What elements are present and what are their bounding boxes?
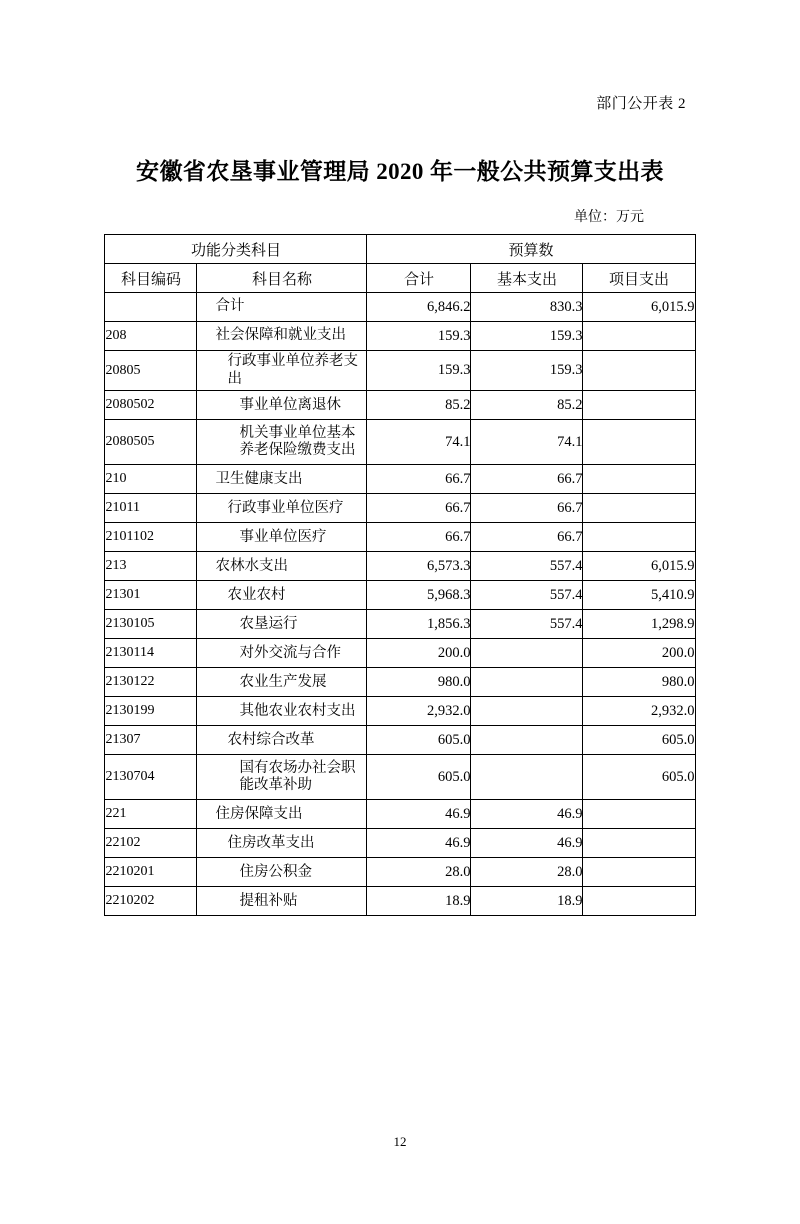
table-row xyxy=(105,581,695,610)
table-row xyxy=(105,420,695,465)
cell-project: 5,410.9 xyxy=(583,581,695,610)
subject-name-text: 提租补贴 xyxy=(239,892,298,909)
cell-subject-name xyxy=(197,552,367,581)
cell-subject-name xyxy=(197,391,367,420)
table-column-header-row xyxy=(105,264,695,293)
table-row xyxy=(105,668,695,697)
subject-name-text: 住房改革支出 xyxy=(227,834,315,851)
cell-basic: 66.7 xyxy=(471,465,583,494)
table-row xyxy=(105,465,695,494)
cell-project: 6,015.9 xyxy=(583,293,695,322)
subject-name-text: 事业单位医疗 xyxy=(239,528,327,545)
cell-project: 6,015.9 xyxy=(583,552,695,581)
table-row xyxy=(105,523,695,552)
subject-name-text: 社会保障和就业支出 xyxy=(215,327,346,344)
cell-total: 159.3 xyxy=(367,322,471,351)
cell-subject-code: 22102 xyxy=(105,829,197,858)
table-body xyxy=(105,293,695,916)
cell-basic: 85.2 xyxy=(471,391,583,420)
cell-subject-name xyxy=(197,726,367,755)
column-header-project: 项目支出 xyxy=(583,264,695,293)
cell-total: 85.2 xyxy=(367,391,471,420)
cell-basic xyxy=(471,668,583,697)
unit-label: 单位：万元 xyxy=(574,210,644,225)
subject-name-text: 合计 xyxy=(215,298,245,315)
cell-subject-code: 21307 xyxy=(105,726,197,755)
cell-total: 6,846.2 xyxy=(367,293,471,322)
cell-total: 66.7 xyxy=(367,465,471,494)
cell-subject-code: 210 xyxy=(105,465,197,494)
cell-project xyxy=(583,523,695,552)
cell-total: 200.0 xyxy=(367,639,471,668)
cell-subject-code: 213 xyxy=(105,552,197,581)
cell-subject-code: 2130704 xyxy=(105,755,197,800)
subject-name-text: 事业单位离退休 xyxy=(239,396,341,413)
cell-basic: 18.9 xyxy=(471,887,583,916)
cell-project xyxy=(583,800,695,829)
table-row xyxy=(105,293,695,322)
cell-subject-name xyxy=(197,639,367,668)
cell-total: 1,856.3 xyxy=(367,610,471,639)
cell-basic xyxy=(471,639,583,668)
cell-project: 200.0 xyxy=(583,639,695,668)
subject-name-text: 住房保障支出 xyxy=(215,805,303,822)
cell-project xyxy=(583,351,695,391)
cell-subject-name xyxy=(197,668,367,697)
group-header-classification: 功能分类科目 xyxy=(105,235,367,264)
cell-total: 605.0 xyxy=(367,726,471,755)
cell-project: 980.0 xyxy=(583,668,695,697)
table-row xyxy=(105,726,695,755)
cell-basic: 830.3 xyxy=(471,293,583,322)
table-row xyxy=(105,755,695,800)
cell-subject-name xyxy=(197,523,367,552)
cell-total: 5,968.3 xyxy=(367,581,471,610)
cell-subject-name xyxy=(197,581,367,610)
cell-basic: 74.1 xyxy=(471,420,583,465)
cell-project xyxy=(583,322,695,351)
cell-total: 6,573.3 xyxy=(367,552,471,581)
cell-basic: 28.0 xyxy=(471,858,583,887)
public-table-label: 部门公开表 2 xyxy=(596,96,686,112)
cell-project: 605.0 xyxy=(583,755,695,800)
cell-subject-code: 2130199 xyxy=(105,697,197,726)
cell-subject-code: 2210201 xyxy=(105,858,197,887)
cell-project xyxy=(583,391,695,420)
subject-name-text: 国有农场办社会职能改革补助 xyxy=(239,759,356,794)
column-header-total: 合计 xyxy=(367,264,471,293)
cell-subject-name xyxy=(197,697,367,726)
cell-subject-code: 21011 xyxy=(105,494,197,523)
cell-subject-code: 2130105 xyxy=(105,610,197,639)
table-group-header-row xyxy=(105,235,695,264)
cell-total: 66.7 xyxy=(367,523,471,552)
table-row xyxy=(105,391,695,420)
cell-subject-name xyxy=(197,420,367,465)
cell-subject-code: 21301 xyxy=(105,581,197,610)
cell-basic xyxy=(471,697,583,726)
subject-name-text: 对外交流与合作 xyxy=(239,644,341,661)
cell-project xyxy=(583,420,695,465)
cell-subject-name xyxy=(197,322,367,351)
table-row xyxy=(105,697,695,726)
subject-name-text: 卫生健康支出 xyxy=(215,470,303,487)
table-row xyxy=(105,322,695,351)
cell-total: 159.3 xyxy=(367,351,471,391)
table-row xyxy=(105,829,695,858)
budget-expenditure-table xyxy=(104,234,695,916)
cell-project: 605.0 xyxy=(583,726,695,755)
cell-subject-name xyxy=(197,755,367,800)
cell-subject-code xyxy=(105,293,197,322)
cell-total: 46.9 xyxy=(367,829,471,858)
cell-subject-code: 2210202 xyxy=(105,887,197,916)
cell-project: 1,298.9 xyxy=(583,610,695,639)
cell-subject-name xyxy=(197,293,367,322)
cell-subject-name xyxy=(197,610,367,639)
cell-project: 2,932.0 xyxy=(583,697,695,726)
table-row xyxy=(105,858,695,887)
column-header-code: 科目编码 xyxy=(105,264,197,293)
cell-basic: 46.9 xyxy=(471,829,583,858)
cell-project xyxy=(583,858,695,887)
cell-subject-name xyxy=(197,858,367,887)
cell-total: 28.0 xyxy=(367,858,471,887)
cell-basic: 159.3 xyxy=(471,351,583,391)
cell-basic: 66.7 xyxy=(471,494,583,523)
cell-subject-name xyxy=(197,829,367,858)
cell-total: 18.9 xyxy=(367,887,471,916)
cell-subject-code: 2101102 xyxy=(105,523,197,552)
cell-total: 74.1 xyxy=(367,420,471,465)
document-page xyxy=(0,92,800,1224)
table-row xyxy=(105,552,695,581)
cell-project xyxy=(583,829,695,858)
cell-subject-name xyxy=(197,465,367,494)
cell-subject-code: 2080505 xyxy=(105,420,197,465)
cell-subject-name xyxy=(197,494,367,523)
cell-project xyxy=(583,887,695,916)
table-head xyxy=(105,235,695,293)
cell-total: 66.7 xyxy=(367,494,471,523)
cell-basic: 557.4 xyxy=(471,552,583,581)
cell-subject-name xyxy=(197,887,367,916)
cell-subject-name xyxy=(197,351,367,391)
cell-total: 605.0 xyxy=(367,755,471,800)
subject-name-text: 机关事业单位基本养老保险缴费支出 xyxy=(239,424,356,459)
table-row xyxy=(105,639,695,668)
subject-name-text: 农村综合改革 xyxy=(227,731,315,748)
cell-subject-code: 208 xyxy=(105,322,197,351)
cell-basic xyxy=(471,726,583,755)
cell-project xyxy=(583,494,695,523)
cell-total: 2,932.0 xyxy=(367,697,471,726)
cell-basic: 159.3 xyxy=(471,322,583,351)
cell-project xyxy=(583,465,695,494)
subject-name-text: 农林水支出 xyxy=(215,557,288,574)
subject-name-text: 住房公积金 xyxy=(239,863,312,880)
cell-basic xyxy=(471,755,583,800)
column-header-basic: 基本支出 xyxy=(471,264,583,293)
page-title: 安徽省农垦事业管理局 2020 年一般公共预算支出表 xyxy=(136,159,664,184)
cell-subject-code: 2130122 xyxy=(105,668,197,697)
subject-name-text: 农业农村 xyxy=(227,586,286,603)
subject-name-text: 农业生产发展 xyxy=(239,673,327,690)
cell-basic: 46.9 xyxy=(471,800,583,829)
cell-subject-code: 2080502 xyxy=(105,391,197,420)
table-row xyxy=(105,800,695,829)
table-row xyxy=(105,610,695,639)
cell-subject-code: 2130114 xyxy=(105,639,197,668)
cell-subject-code: 20805 xyxy=(105,351,197,391)
cell-subject-name xyxy=(197,800,367,829)
subject-name-text: 农垦运行 xyxy=(239,615,298,632)
table-row xyxy=(105,887,695,916)
subject-name-text: 其他农业农村支出 xyxy=(239,702,356,719)
cell-basic: 557.4 xyxy=(471,581,583,610)
cell-basic: 66.7 xyxy=(471,523,583,552)
table-row xyxy=(105,351,695,391)
page-number: 12 xyxy=(393,1134,407,1149)
cell-subject-code: 221 xyxy=(105,800,197,829)
cell-total: 980.0 xyxy=(367,668,471,697)
group-header-budget: 预算数 xyxy=(367,235,695,264)
cell-basic: 557.4 xyxy=(471,610,583,639)
subject-name-text: 行政事业单位医疗 xyxy=(227,499,344,516)
subject-name-text: 行政事业单位养老支出 xyxy=(227,353,358,387)
cell-total: 46.9 xyxy=(367,800,471,829)
column-header-name: 科目名称 xyxy=(197,264,367,293)
table-row xyxy=(105,494,695,523)
